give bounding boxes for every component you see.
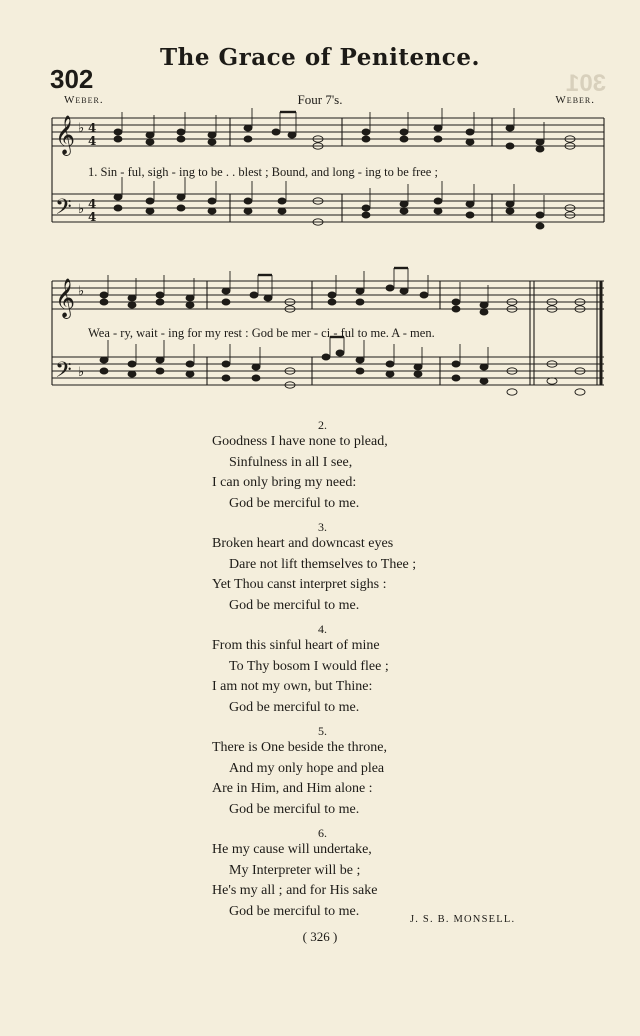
meter-label: Four 7's. xyxy=(297,92,343,107)
staff-system1-bass xyxy=(52,194,604,222)
verse-line: God be merciful to me. xyxy=(229,903,360,919)
stanza-number: 4. xyxy=(318,622,327,636)
stanza-number: 6. xyxy=(318,826,327,840)
verse-line: There is One beside the throne, xyxy=(212,740,387,755)
page-number: ( 326 ) xyxy=(302,929,338,944)
tune-name-right: Weber. xyxy=(555,94,595,106)
verse-line: And my only hope and plea xyxy=(229,760,385,776)
svg-text:4: 4 xyxy=(88,210,97,224)
bleed-through-number: 301 xyxy=(566,70,607,97)
stanza-3 xyxy=(212,534,416,616)
svg-text:4: 4 xyxy=(88,197,97,211)
lyric-line-system2: Wea - ry, wait - ing for my rest : God be mer - ci - ful to me. A - men. xyxy=(88,326,435,340)
verse-line: Broken heart and downcast eyes xyxy=(212,536,394,551)
verse-line: My Interpreter will be ; xyxy=(229,862,361,878)
verse-line: Are in Him, and Him alone : xyxy=(212,781,373,796)
verse-line: He my cause will undertake, xyxy=(212,842,372,857)
stanza-2 xyxy=(212,432,388,514)
svg-text:♭: ♭ xyxy=(78,365,85,380)
verse-line: I am not my own, but Thine: xyxy=(212,679,373,694)
verse-line: To Thy bosom I would flee ; xyxy=(229,658,389,674)
verse-line: Yet Thou canst interpret sighs : xyxy=(212,577,387,592)
verse-line: God be merciful to me. xyxy=(229,597,360,613)
stanza-6 xyxy=(212,840,377,922)
verse-line: God be merciful to me. xyxy=(229,495,360,511)
hymn-number: 302 xyxy=(50,64,94,94)
tune-name-left: Weber. xyxy=(64,94,104,106)
svg-text:𝄢: 𝄢 xyxy=(55,358,72,388)
author-credit: J. S. B. MONSELL. xyxy=(410,914,516,925)
stanza-number: 2. xyxy=(318,418,327,432)
stanza-number: 3. xyxy=(318,520,327,534)
treble-clef-icon: 𝄞 xyxy=(55,115,76,155)
verse-line: God be merciful to me. xyxy=(229,699,360,715)
svg-text:♭: ♭ xyxy=(78,202,85,217)
verse-line: Dare not lift themselves to Thee ; xyxy=(229,556,417,572)
verse-line: Sinfulness in all I see, xyxy=(229,454,353,470)
verse-line: He's my all ; and for His sake xyxy=(212,883,378,898)
svg-text:4: 4 xyxy=(88,121,97,135)
verse-line: God be merciful to me. xyxy=(229,801,360,817)
noteheads xyxy=(100,108,585,395)
verse-line: Goodness I have none to plead, xyxy=(212,434,388,449)
svg-text:4: 4 xyxy=(88,134,97,148)
bass-clef-icon: 𝄢 xyxy=(55,195,72,225)
svg-text:♭: ♭ xyxy=(78,121,85,136)
verse-line: I can only bring my need: xyxy=(212,475,357,490)
stanza-number: 5. xyxy=(318,724,327,738)
verse-line: From this sinful heart of mine xyxy=(212,638,380,653)
stanza-4 xyxy=(212,636,389,718)
music-score xyxy=(0,0,640,420)
hymn-title: The Grace of Penitence. xyxy=(160,44,480,71)
svg-text:𝄞: 𝄞 xyxy=(55,278,76,318)
staff-system1-treble xyxy=(52,118,604,146)
lyric-line-system1: 1. Sin - ful, sigh - ing to be . . blest ; Bound, and long - ing to be free ; xyxy=(88,165,438,179)
stanza-5 xyxy=(212,738,387,820)
svg-text:♭: ♭ xyxy=(78,284,85,299)
